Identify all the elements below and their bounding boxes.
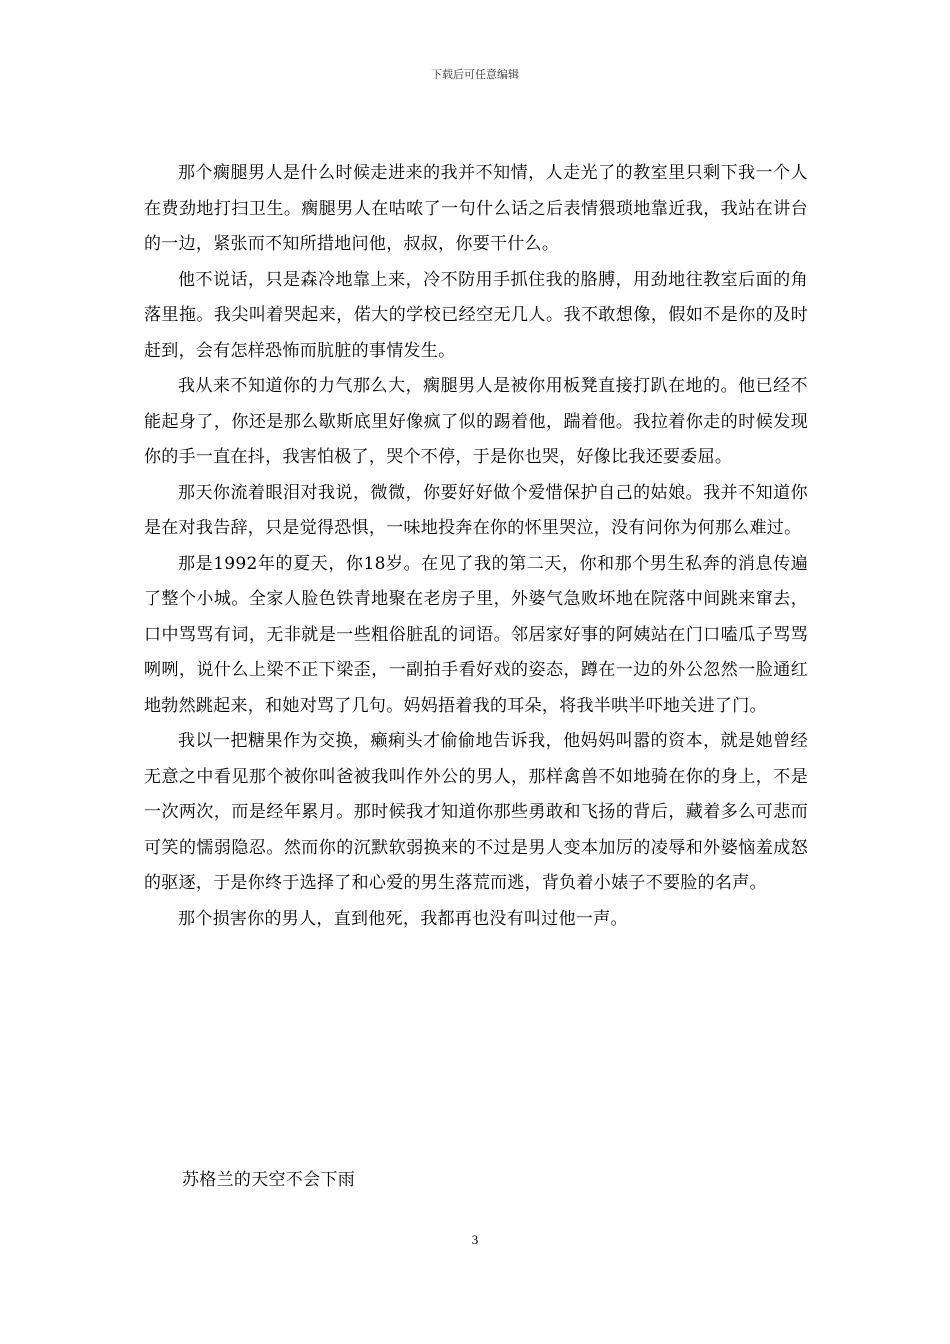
body-text <box>144 156 808 937</box>
paragraph-5: 那是1992年的夏天，你18岁。在见了我的第二天，你和那个男生私奔的消息传遍了整个小城。全家人脸色铁青地聚在老房子里，外婆气急败坏地在院落中间跳来窜去，口中骂骂有词，无非就是一些粗俗脏乱的词语。邻居家好事的阿姨站在门口嗑瓜子骂骂咧咧，说什么上梁不正下梁歪，一副拍手看好戏的姿态，蹲在一边的外公忽然一脸通红地勃然跳起来，和她对骂了几句。妈妈捂着我的耳朵，将我半哄半吓地关进了门。 <box>144 553 808 716</box>
paragraph-7: 那个损害你的男人，直到他死，我都再也没有叫过他一声。 <box>178 908 628 929</box>
paragraph-6: 我以一把糖果作为交换，癞痢头才偷偷地告诉我，他妈妈叫嚣的资本，就是她曾经无意之中看见那个被你叫爸被我叫作外公的男人，那样禽兽不如地骑在你的身上，不是一次两次，而是经年累月。那时候我才知道你那些勇敢和飞扬的背后，藏着多么可悲而可笑的懦弱隐忍。然而你的沉默软弱换来的不过是男人变本加厉的凌辱和外婆恼羞成怒的驱逐，于是你终于选择了和心爱的男生落荒而逃，背负着小婊子不要脸的名声。 <box>144 731 808 893</box>
page-header: 下载后可任意编辑 <box>431 68 519 81</box>
paragraph-1: 那个瘸腿男人是什么时候走进来的我并不知情，人走光了的教室里只剩下我一个人在费劲地打扫卫生。瘸腿男人在咕哝了一句什么话之后表情猥琐地靠近我，我站在讲台的一边，紧张而不知所措地问他，叔叔，你要干什么。 <box>144 163 808 254</box>
page-number: 3 <box>471 1232 479 1247</box>
paragraph-2: 他不说话，只是森冷地靠上来，冷不防用手抓住我的胳膊，用劲地往教室后面的角落里拖。我尖叫着哭起来，偌大的学校已经空无几人。我不敢想像，假如不是你的及时赶到，会有怎样恐怖而肮脏的事情发生。 <box>144 269 808 361</box>
paragraph-3: 我从来不知道你的力气那么大，瘸腿男人是被你用板凳直接打趴在地的。他已经不能起身了，你还是那么歇斯底里好像疯了似的踢着他，踹着他。我拉着你走的时候发现你的手一直在抖，我害怕极了，哭个不停，于是你也哭，好像比我还要委屈。 <box>144 376 808 467</box>
paragraph-4: 那天你流着眼泪对我说，微微，你要好好做个爱惜保护自己的姑娘。我并不知道你是在对我告辞，只是觉得恐惧，一味地投奔在你的怀里哭泣，没有问你为何那么难过。 <box>144 482 808 538</box>
section-title: 苏格兰的天空不会下雨 <box>182 1170 355 1190</box>
